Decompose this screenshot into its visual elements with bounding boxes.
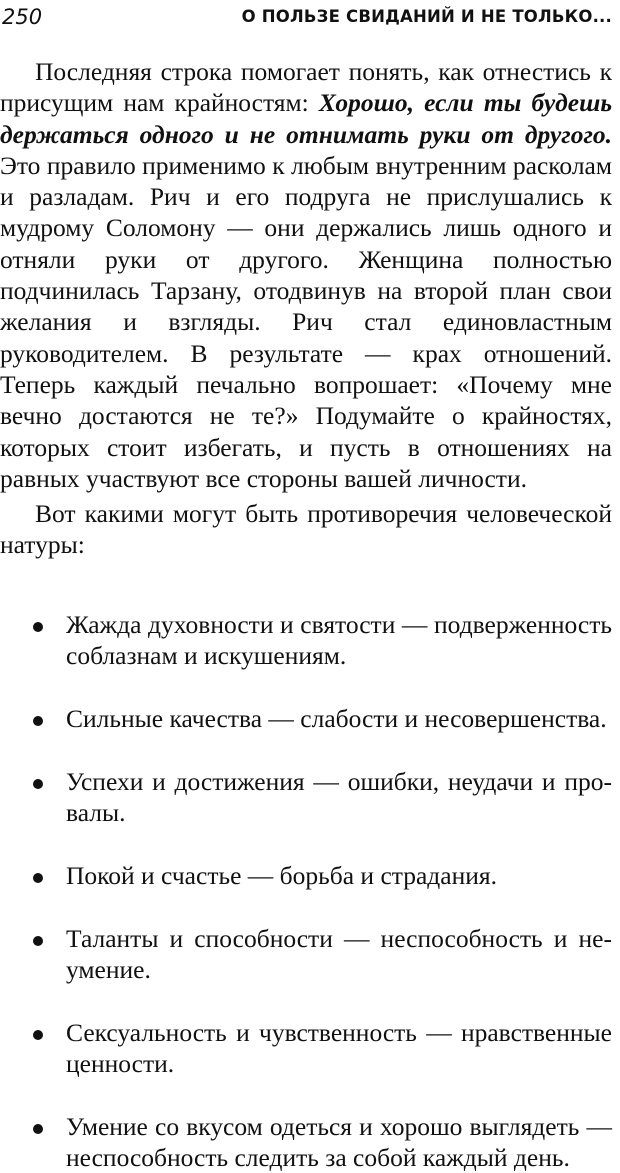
bullet-icon	[33, 1030, 43, 1040]
list-item	[0, 860, 612, 891]
list-item-text: Успехи и достижения — ошибки, неудачи и провалы.	[66, 766, 612, 827]
list-item-text: Сексуальность и чувственность — нравственные ценности.	[66, 1017, 612, 1078]
bullet-icon	[33, 622, 43, 632]
list-item-text: Умение со вкусом одеться и хорошо выглядеть — неспособность следить за собой каждый день.	[66, 1111, 612, 1173]
bullet-icon	[33, 1124, 43, 1134]
list-item	[0, 766, 612, 829]
body-text	[0, 56, 612, 1173]
bullet-icon	[33, 716, 43, 726]
bullet-icon	[33, 873, 43, 883]
paragraph-1-emphasis: Хорошо, если ты будешь держаться одного и не отнимать руки от другого.	[0, 88, 612, 149]
list-item	[0, 1111, 612, 1173]
paragraph-1-start: Последняя строка помогает понять, как отнестись к присущим нам крайностям:	[0, 57, 612, 118]
bullet-icon	[33, 936, 43, 946]
list-item-text: Жажда духовности и святости — подверженность соблазнам и искушениям.	[66, 609, 612, 671]
page-number: 250	[2, 5, 43, 29]
list-item	[0, 1017, 612, 1080]
list-item-text: Сильные качества — слабости и несовершенства.	[66, 703, 607, 733]
list-item	[0, 609, 612, 672]
page-header	[0, 4, 612, 34]
paragraph-1-end: Это правило применимо к любым внутренним расколам и разладам. Рич и его подруга не прислушались к мудрому Соломону — они держались лишь одного и отняли руки от другого. Женщина полностью подчинилась Тарзану, отодвинув на второй план свои желания и взгляды. Рич стал единовластным руководителем. В результате — крах отношений. Теперь каждый печально вопрошает: «Почему мне вечно достаются не те?» Подумайте о крайностях, которых стоит избегать, и пусть в отношениях на равных участвуют все стороны вашей личности.	[0, 150, 612, 493]
contradictions-list	[0, 609, 612, 1173]
list-item	[0, 923, 612, 986]
paragraph-1	[0, 56, 612, 494]
paragraph-2: Вот какими могут быть противоречия человеческой натуры:	[0, 499, 612, 560]
list-item-text: Таланты и способности — неспособность и неумение.	[66, 923, 612, 984]
running-title: О ПОЛЬЗЕ СВИДАНИЙ И НЕ ТОЛЬКО...	[241, 7, 612, 26]
list-item	[0, 703, 612, 734]
list-item-text: Покой и счастье — борьба и страдания.	[66, 860, 497, 890]
bullet-icon	[33, 779, 43, 789]
